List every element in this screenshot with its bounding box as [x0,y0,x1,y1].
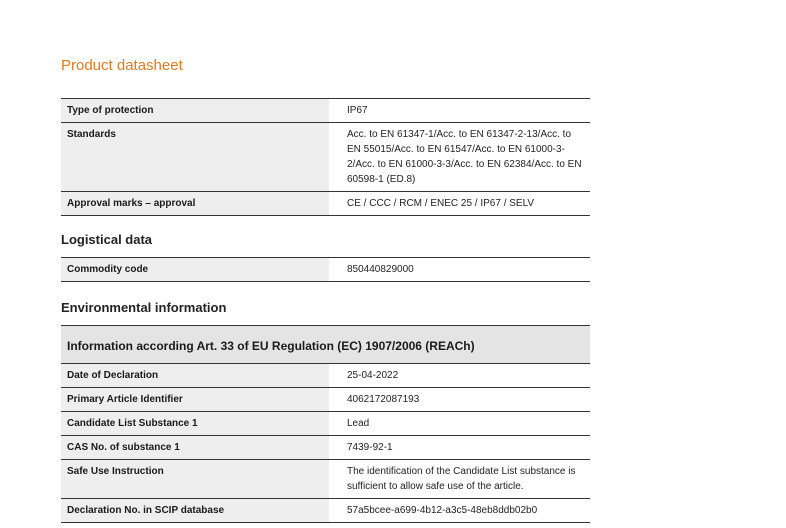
environmental-table [61,325,590,523]
row-label: Primary Article Identifier [61,388,329,412]
table-row [61,364,590,388]
logistical-heading: Logistical data [61,232,153,247]
row-label: Type of protection [61,99,329,123]
row-label: Safe Use Instruction [61,460,329,499]
row-value: 7439-92-1 [347,442,393,453]
table-row [61,460,590,499]
row-label: Date of Declaration [61,364,329,388]
table-row [61,192,590,216]
row-value: 57a5bcee-a699-4b12-a3c5-48eb8ddb02b0 [347,505,538,516]
row-label: Candidate List Substance 1 [61,412,329,436]
row-label: Approval marks – approval [61,192,329,216]
table-row [61,326,590,364]
table-row [61,412,590,436]
row-value: 25-04-2022 [347,370,399,381]
row-value: CE / CCC / RCM / ENEC 25 / IP67 / SELV [347,198,535,209]
page-title: Product datasheet [61,57,183,74]
row-value: Acc. to EN 61347-1/Acc. to EN 61347-2-13/Acc. to EN 55015/Acc. to EN 61547/Acc. to EN 61000-3-2/Acc. to EN 61000-3-3/Acc. to EN 62384/Acc. to EN 60598-1 (ED.8) [347,129,582,185]
table-row [61,258,590,282]
row-label: CAS No. of substance 1 [61,436,329,460]
technical-table [61,98,590,216]
table-row [61,99,590,123]
logistical-table [61,257,590,282]
row-label: Commodity code [61,258,329,282]
row-label: Declaration No. in SCIP database [61,499,329,523]
table-row [61,436,590,460]
row-value: 4062172087193 [347,394,420,405]
row-label: Standards [61,123,329,192]
row-value: 850440829000 [347,264,414,275]
table-row [61,499,590,523]
row-value: Lead [347,418,370,429]
environmental-heading: Environmental information [61,300,227,315]
table-row [61,123,590,192]
row-value: IP67 [347,105,368,116]
table-row [61,388,590,412]
row-value: The identification of the Candidate List substance is sufficient to allow safe use of the article. [347,466,576,492]
reach-heading: Information according Art. 33 of EU Regulation (EC) 1907/2006 (REACh) [61,326,590,364]
